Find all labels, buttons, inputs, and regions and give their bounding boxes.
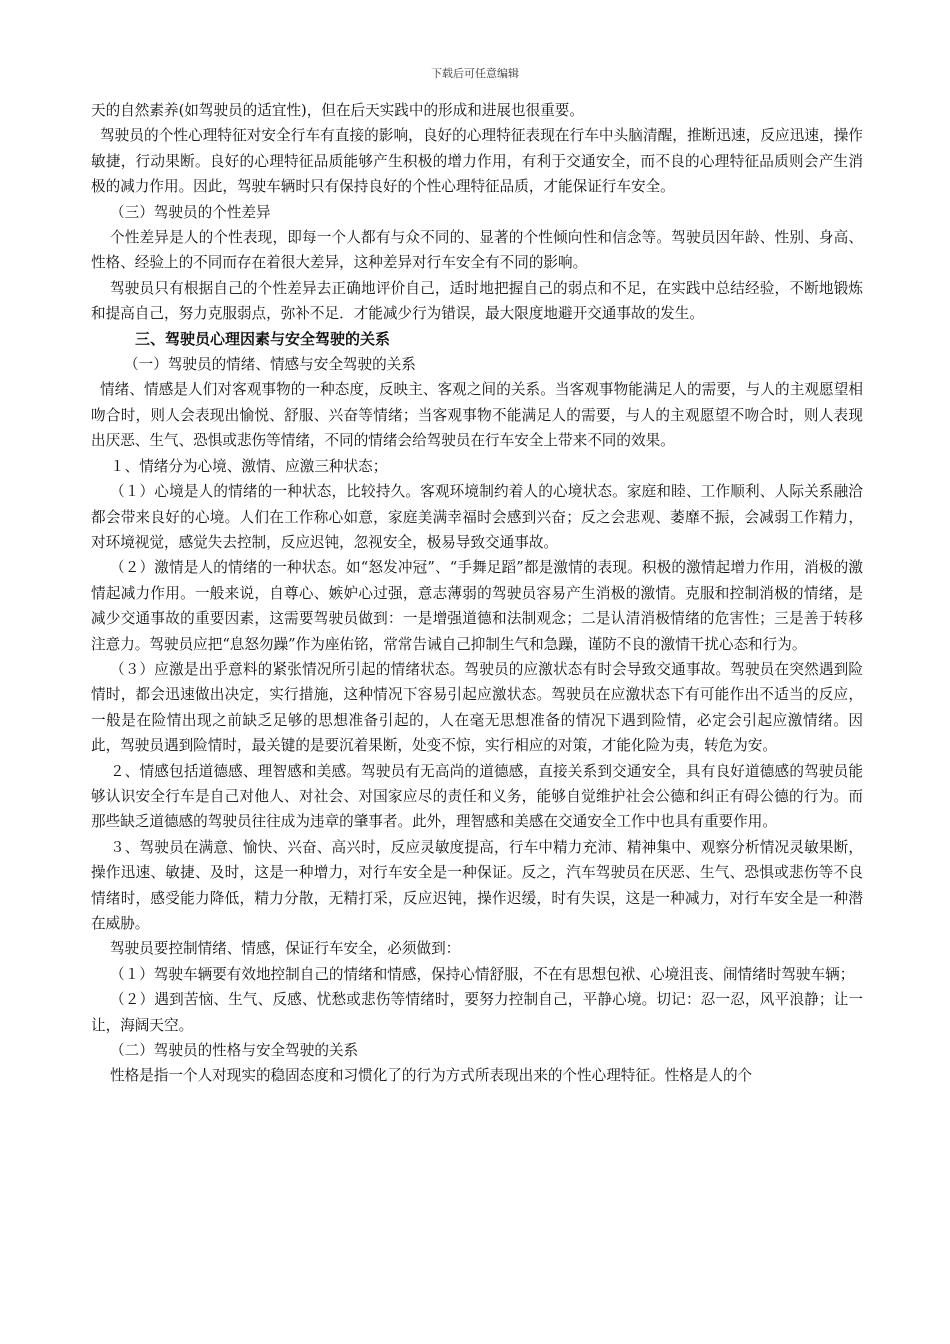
list-heading: １、情绪分为心境、激情、应激三种状态； <box>110 457 388 475</box>
subsection-heading: （三）驾驶员的个性差异 <box>110 203 271 221</box>
subsection-heading: （二）驾驶员的性格与安全驾驶的关系 <box>110 1042 359 1060</box>
list-item: （１）驾驶车辆要有效地控制自己的情绪和情感，保持心情舒服，不在有思想包袱、心境沮丧、闹情绪时驾驶车辆； <box>110 965 855 983</box>
list-item: （１）心境是人的情绪的一种状态，比较持久。客观环境制约着人的心境状态。家庭和睦、工作顺利、人际关系融洽都会带来良好的心境。人们在工作称心如意，家庭美满幸福时会感到兴奋；反之会悲观、萎靡不振，会减弱工作精力，对环境视觉，感觉失去控制，反应迟钝，忽视安全，极易导致交通事故。 <box>91 483 863 551</box>
paragraph: 驾驶员要控制情绪、情感，保证行车安全，必须做到： <box>110 940 461 958</box>
subsection-heading: （一）驾驶员的情绪、情感与安全驾驶的关系 <box>124 356 416 374</box>
paragraph: 驾驶员只有根据自己的个性差异去正确地评价自己，适时地把握自己的弱点和不足，在实践中总结经验，不断地锻炼和提高自己，努力克服弱点，弥补不足．才能减少行为错误，最大限度地避开交通事故的发生。 <box>91 279 863 323</box>
paragraph: 个性差异是人的个性表现，即每一个人都有与众不同的、显著的个性倾向性和信念等。驾驶员因年龄、性别、身高、性格、经验上的不同而存在着很大差异，这种差异对行车安全有不同的影响。 <box>91 229 863 272</box>
paragraph: 驾驶员的个性心理特征对安全行车有直接的影响，良好的心理特征表现在行车中头脑清醒，推断迅速，反应迅速，操作敏捷，行动果断。良好的心理特征品质能够产生积极的增力作用，有利于交通安全，而不良的心理特征品质则会产生消极的减力作用。因此，驾驶车辆时只有保持良好的个性心理特征品质，才能保证行车安全。 <box>91 127 863 196</box>
list-heading: ２、情感包括道德感、理智感和美感。驾驶员有无高尚的道德感，直接关系到交通安全，具有良好道德感的驾驶员能够认识安全行车是自己对他人、对社会、对国家应尽的责任和义务，能够自觉维护社会公德和纠正有碍公德的行为。而那些缺乏道德感的驾驶员往往成为违章的肇事者。此外，理智感和美感在交通安全工作中也具有重要作用。 <box>91 762 863 831</box>
list-item: （２）激情是人的情绪的一种状态。如“怒发冲冠”、“手舞足蹈”都是激情的表现。积极的激情起增力作用，消极的激情起减力作用。一般来说，自尊心、嫉妒心过强，意志薄弱的驾驶员容易产生消极的激情。克服和控制消极的情绪，是减少交通事故的重要因素，这需要驾驶员做到：一是增强道德和法制观念；二是认清消极情绪的危害性；三是善于转移注意力。驾驶员应把“息怒勿躁”作为座佑铭，常常告诫自己抑制生气和急躁，谨防不良的激情干扰心态和行为。 <box>91 559 863 653</box>
list-heading: ３、驾驶员在满意、愉快、兴奋、高兴时，反应灵敏度提高，行车中精力充沛、精神集中、观察分析情况灵敏果断，操作迅速、敏捷、及时，这是一种增力，对行车安全是一种保证。反之，汽车驾驶员在厌恶、生气、恐惧或悲伤等不良情绪时，感受能力降低，精力分散，无精打采，反应迟钝，操作迟缓，时有失误，这是一种减力，对行车安全是一种潜在威胁。 <box>91 838 863 932</box>
section-heading: 三、驾驶员心理因素与安全驾驶的关系 <box>135 329 391 348</box>
paragraph: 性格是指一个人对现实的稳固态度和习惯化了的行为方式所表现出来的个性心理特征。性格是人的个 <box>110 1067 753 1085</box>
paragraph: 天的自然素养(如驾驶员的适宜性)，但在后天实践中的形成和进展也很重要。 <box>91 102 584 119</box>
list-item: （３）应激是出乎意料的紧张情况所引起的情绪状态。驾驶员的应激状态有时会导致交通事故。驾驶员在突然遇到险情时，都会迅速做出决定，实行措施，这种情况下容易引起应激状态。驾驶员在应激状态下有可能作出不适当的反应，一般是在险情出现之前缺乏足够的思想准备引起的，人在毫无思想准备的情况下遇到险情，必定会引起应激情绪。因此，驾驶员遇到险情时，最关键的是要沉着果断，处变不惊，实行相应的对策，才能化险为夷，转危为安。 <box>91 660 863 755</box>
paragraph: 情绪、情感是人们对客观事物的一种态度，反映主、客观之间的关系。当客观事物能满足人的需要，与人的主观愿望相吻合时，则人会表现出愉悦、舒服、兴奋等情绪；当客观事物不能满足人的需要，与人的主观愿望不吻合时，则人表现出厌恶、生气、恐惧或悲伤等情绪，不同的情绪会给驾驶员在行车安全上带来不同的效果。 <box>91 381 863 450</box>
list-item: （２）遇到苦恼、生气、反感、忧愁或悲伤等情绪时，要努力控制自己，平静心境。切记：忍一忍，风平浪静；让一让，海阔天空。 <box>91 991 863 1034</box>
document-body <box>91 98 863 1089</box>
page-header-note: 下载后可任意编辑 <box>431 67 519 80</box>
